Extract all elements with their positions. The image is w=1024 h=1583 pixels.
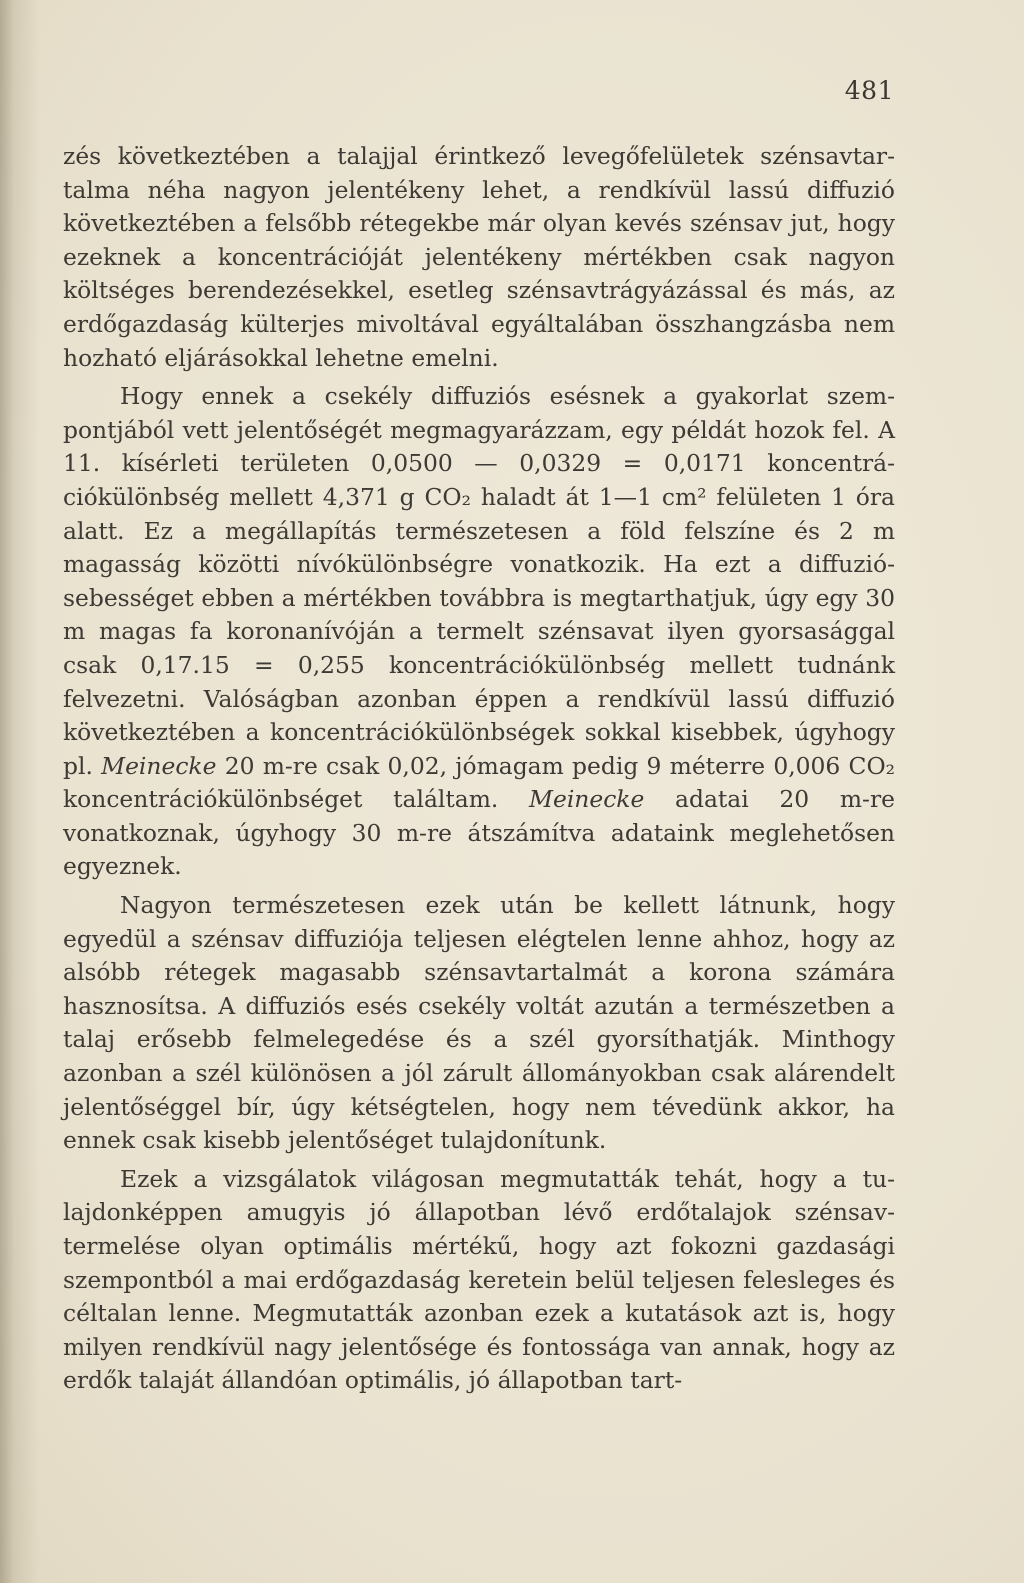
author-name-meinecke: Meinecke [529,785,645,814]
paragraph-3 [63,889,895,1158]
paragraph-1 [63,140,895,375]
paragraph-text: 20 m-re csak 0,02, jómagam pedig 9 méterre 0,006 CO₂ koncentrációkülönbséget találtam. [63,751,896,814]
paragraph-text: zés következtében a talajjal érintkező levegőfelületek szénsavtartalma néha nagyon jelentékeny lehet, a rendkívül lassú diffuzió következtében a felsőbb rétegekbe már olyan kevés szénsav jut, hogy ezeknek a koncentrációját jelentékeny mértékben csak nagyon költséges berendezésekkel, esetleg szénsavtrágyázással és más, az erdőgazdaság külterjes mivoltával egyáltalában összhangzásba nem hozható eljárásokkal lehetne emelni. [63,142,895,372]
paragraph-text: Ezek a vizsgálatok világosan megmutatták tehát, hogy a tulajdonképpen amugyis jó állapotban lévő erdőtalajok szénsavtermelése olyan optimális mértékű, hogy azt fokozni gazdasági szempontból a mai erdőgazdaság keretein belül teljesen felesleges és céltalan lenne. Megmutatták azonban ezek a kutatások azt is, hogy milyen rendkívül nagy jelentősége és fontossága van annak, hogy az erdők talaját állandóan optimális, jó állapotban tart- [63,1164,895,1395]
paragraph-2 [63,380,895,884]
body-text [63,140,895,1398]
page-number: 481 [844,76,894,105]
paragraph-text: Hogy ennek a csekély diffuziós esésnek a gyakorlat szempontjából vett jelentőségét megmagyarázzam, egy példát hozok fel. A 11. kísérleti területen 0,0500 — 0,0329 = 0,0171 koncentrációkülönbség mellett 4,371 g CO₂ haladt át 1—1 cm² felületen 1 óra alatt. Ez a megállapítás természetesen a föld felszíne és 2 m magasság közötti nívókülönbségre vonatkozik. Ha ezt a diffuziósebességet ebben a mértékben továbbra is megtarthatjuk, úgy egy 30 m magas fa koronanívóján a termelt szénsavat ilyen gyorsasággal csak 0,17.15 = 0,255 koncentrációkülönbség mellett tudnánk felvezetni. Valóságban azonban éppen a rendkívül lassú diffuzió következtében a koncentrációkülönbségek sokkal kisebbek, úgyhogy pl. [63,382,895,780]
paragraph-4 [63,1163,895,1398]
paragraph-text: Nagyon természetesen ezek után be kellett látnunk, hogy egyedül a szénsav diffuziója teljesen elégtelen lenne ahhoz, hogy az alsóbb rétegek magasabb szénsavtartalmát a korona számára hasznosítsa. A diffuziós esés csekély voltát azután a természetben a talaj erősebb felmelegedése és a szél gyorsíthatják. Minthogy azonban a szél különösen a jól zárult állományokban csak alárendelt jelentőséggel bír, úgy kétségtelen, hogy nem tévedünk akkor, ha ennek csak kisebb jelentőséget tulajdonítunk. [63,891,895,1155]
author-name-meinecke: Meinecke [101,751,217,780]
paragraph-text: adatai 20 m-re vonatkoznak, úgyhogy 30 m-re átszámítva adataink meglehetősen egyeznek. [63,785,895,881]
